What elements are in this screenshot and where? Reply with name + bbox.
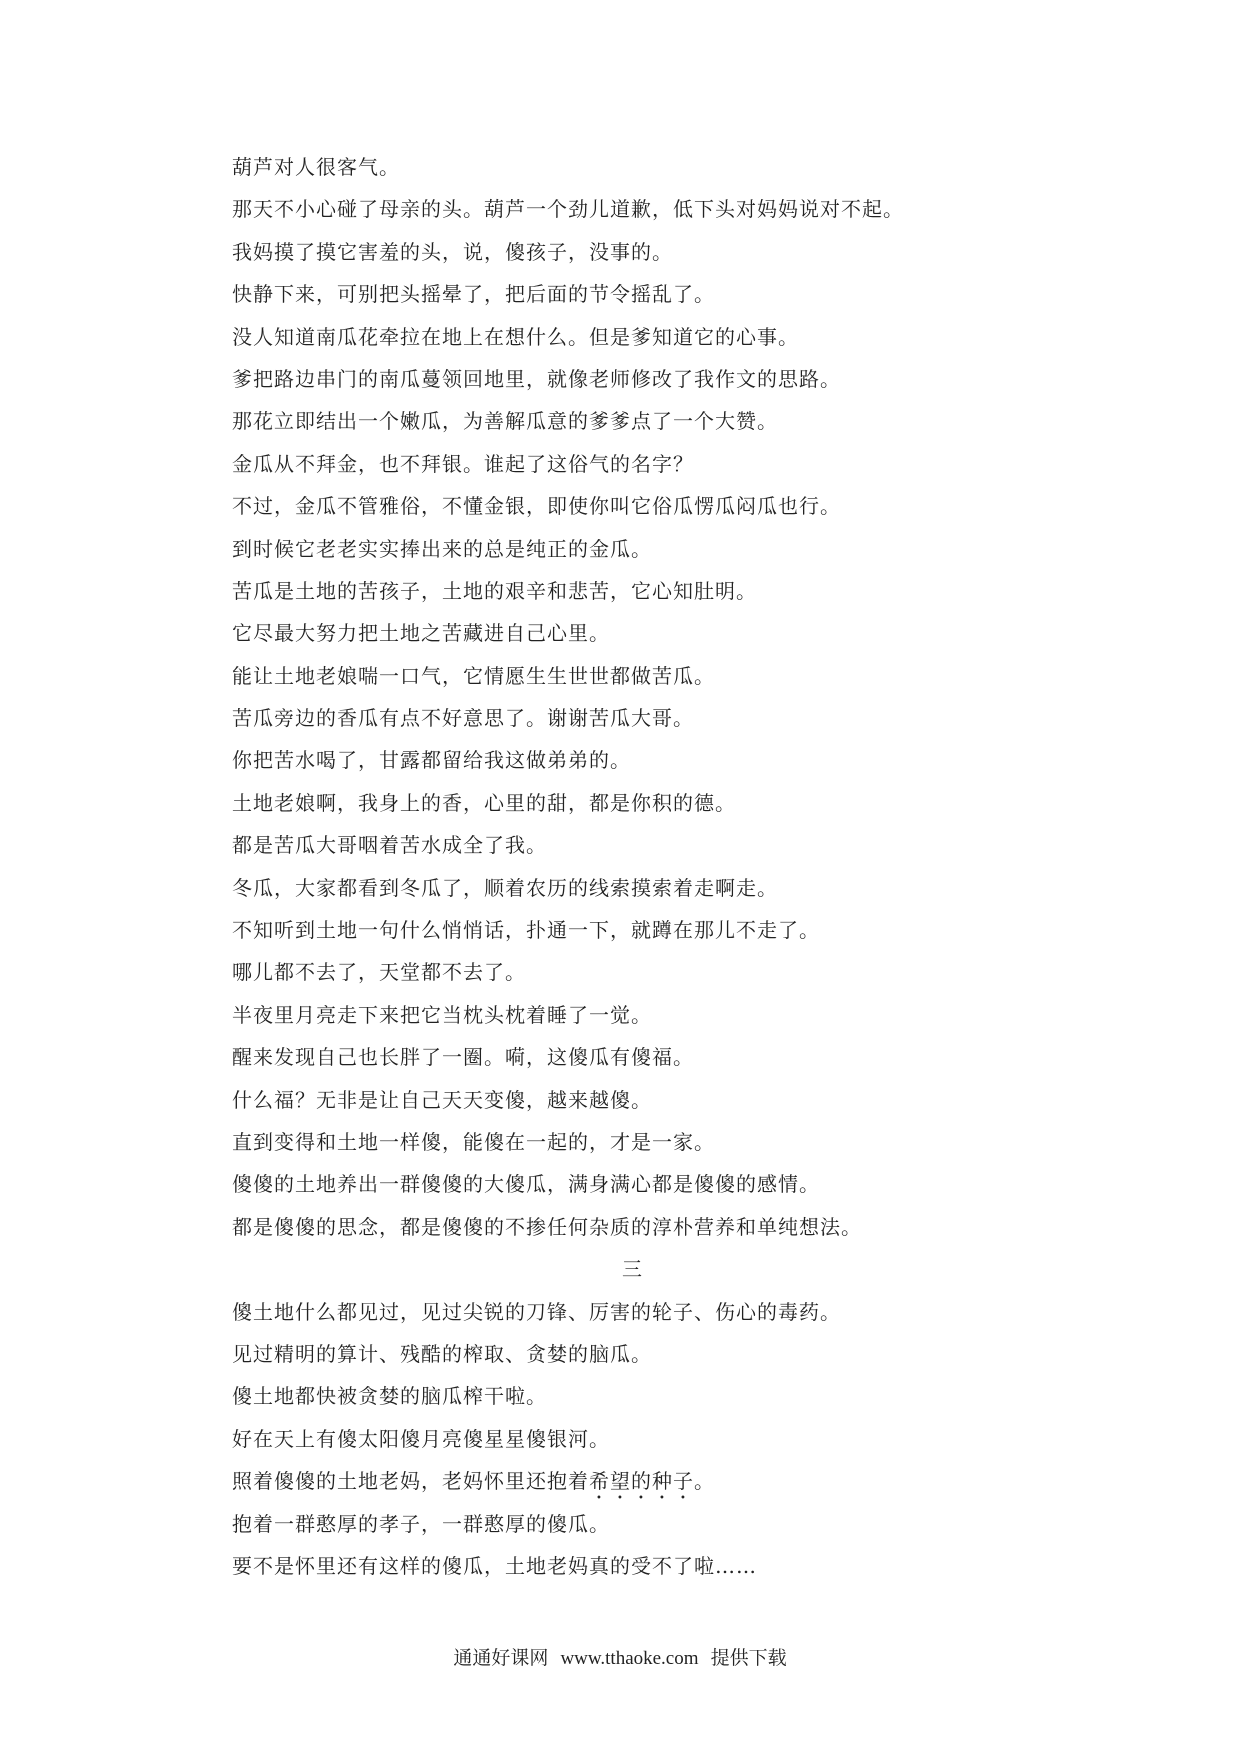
poem-line: 葫芦对人很客气。 xyxy=(232,155,400,179)
emphasis-line-before: 照着傻傻的土地老妈，老妈怀里还抱着 xyxy=(232,1469,589,1494)
poem-line: 那花立即结出一个嫩瓜，为善解瓜意的爹爹点了一个大赞。 xyxy=(232,409,778,434)
poem-line: 直到变得和土地一样傻，能傻在一起的，才是一家。 xyxy=(232,1129,715,1154)
poem-line: 苦瓜是土地的苦孩子，土地的艰辛和悲苦，它心知肚明。 xyxy=(232,578,757,603)
poem-line: 它尽最大努力把土地之苦藏进自己心里。 xyxy=(232,621,610,646)
poem-body xyxy=(232,146,1132,1587)
poem-line: 都是傻傻的思念，都是傻傻的不掺任何杂质的淳朴营养和单纯想法。 xyxy=(232,1214,862,1239)
poem-line: 冬瓜，大家都看到冬瓜了，顺着农历的线索摸索着走啊走。 xyxy=(232,875,778,900)
section-heading xyxy=(232,1248,1132,1290)
poem-line: 不知听到土地一句什么悄悄话，扑通一下，就蹲在那儿不走了。 xyxy=(232,918,820,943)
poem-line: 爹把路边串门的南瓜蔓领回地里，就像老师修改了我作文的思路。 xyxy=(232,366,841,391)
poem-line: 苦瓜旁边的香瓜有点不好意思了。谢谢苦瓜大哥。 xyxy=(232,706,694,731)
emphasized-phrase: 希望的种子 xyxy=(589,1469,694,1494)
section-number: 三 xyxy=(622,1257,642,1282)
footer-suffix: 提供下载 xyxy=(710,1647,787,1669)
poem-line-emphasis xyxy=(232,1460,1132,1502)
poem-line: 傻土地都快被贪婪的脑瓜榨干啦。 xyxy=(232,1384,547,1409)
poem-line: 土地老娘啊，我身上的香，心里的甜，都是你积的德。 xyxy=(232,790,736,815)
poem-line: 到时候它老老实实捧出来的总是纯正的金瓜。 xyxy=(232,536,652,561)
footer-site-name: 通通好课网 xyxy=(453,1647,549,1669)
poem-line: 那天不小心碰了母亲的头。葫芦一个劲儿道歉，低下头对妈妈说对不起。 xyxy=(232,197,904,222)
poem-line: 我妈摸了摸它害羞的头，说，傻孩子，没事的。 xyxy=(232,239,673,264)
poem-line: 快静下来，可别把头摇晕了，把后面的节令摇乱了。 xyxy=(232,282,715,307)
poem-line: 不过，金瓜不管雅俗，不懂金银，即使你叫它俗瓜愣瓜闷瓜也行。 xyxy=(232,494,841,519)
poem-line: 都是苦瓜大哥咽着苦水成全了我。 xyxy=(232,833,547,858)
poem-line: 你把苦水喝了，甘露都留给我这做弟弟的。 xyxy=(232,748,631,773)
poem-line: 金瓜从不拜金，也不拜银。谁起了这俗气的名字？ xyxy=(232,451,694,476)
poem-line: 什么福？无非是让自己天天变傻，越来越傻。 xyxy=(232,1087,652,1112)
poem-line: 没人知道南瓜花牵拉在地上在想什么。但是爹知道它的心事。 xyxy=(232,324,799,349)
emphasis-line-after: 。 xyxy=(694,1469,715,1494)
poem-line: 哪儿都不去了，天堂都不去了。 xyxy=(232,960,526,985)
page-footer xyxy=(0,1643,1240,1670)
poem-line: 要不是怀里还有这样的傻瓜，土地老妈真的受不了啦…… xyxy=(232,1553,757,1578)
poem-line: 傻土地什么都见过，见过尖锐的刀锋、厉害的轮子、伤心的毒药。 xyxy=(232,1299,841,1324)
poem-line: 抱着一群憨厚的孝子，一群憨厚的傻瓜。 xyxy=(232,1511,610,1536)
poem-line: 好在天上有傻太阳傻月亮傻星星傻银河。 xyxy=(232,1426,610,1451)
poem-line: 半夜里月亮走下来把它当枕头枕着睡了一觉。 xyxy=(232,1002,652,1027)
poem-line: 能让土地老娘喘一口气，它情愿生生世世都做苦瓜。 xyxy=(232,663,715,688)
footer-url[interactable]: www.tthaoke.com xyxy=(560,1648,699,1669)
poem-line: 见过精明的算计、残酷的榨取、贪婪的脑瓜。 xyxy=(232,1341,652,1366)
poem-line: 傻傻的土地养出一群傻傻的大傻瓜，满身满心都是傻傻的感情。 xyxy=(232,1172,820,1197)
poem-line: 醒来发现自己也长胖了一圈。嗬，这傻瓜有傻福。 xyxy=(232,1045,694,1070)
